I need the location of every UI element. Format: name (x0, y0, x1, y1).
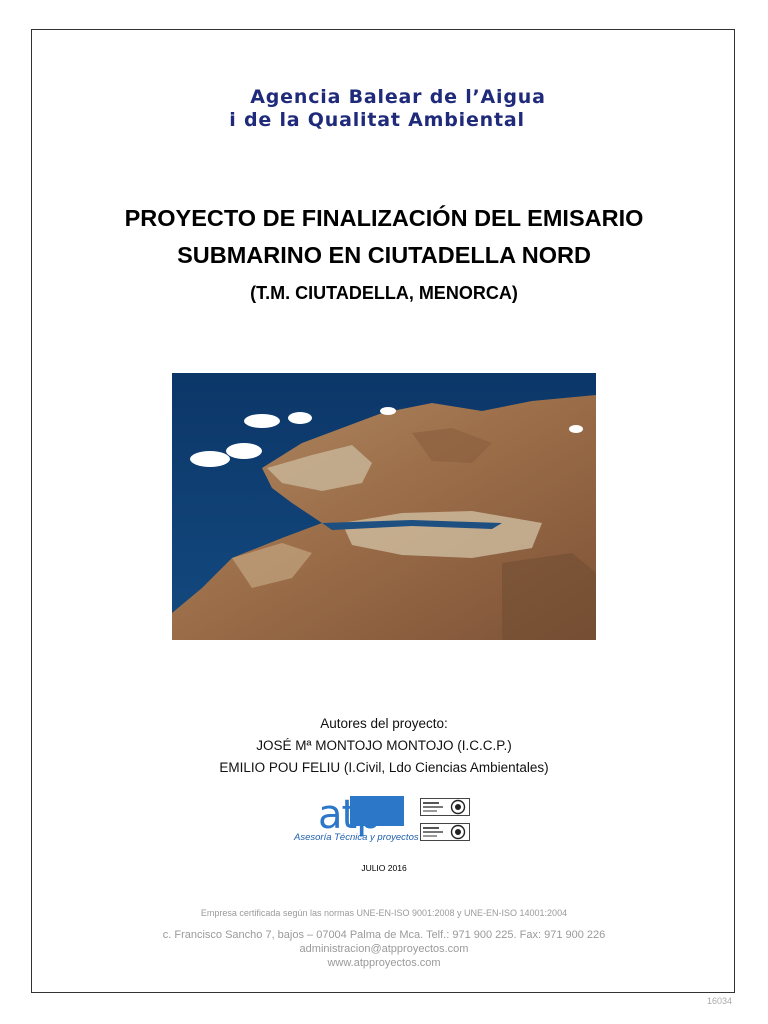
agency-name-line1: Agencia Balear de l’Aigua (250, 86, 546, 108)
company-address: c. Francisco Sancho 7, bajos – 07004 Palma de Mca. Telf.: 971 900 225. Fax: 971 900 226 (162, 929, 606, 941)
certification-badge-icon (420, 823, 470, 841)
publication-date: JULIO 2016 (361, 863, 407, 873)
logo-tagline: Asesoría Técnica y proyectos (294, 832, 419, 843)
certification-text: Empresa certificada según las normas UNE-EN-ISO 9001:2008 y UNE-EN-ISO 14001:2004 (200, 908, 568, 918)
document-number: 16034 (706, 996, 732, 1006)
aerial-photo (172, 373, 596, 640)
agency-name-line2: i de la Qualitat Ambiental (229, 109, 525, 131)
project-subtitle: (T.M. CIUTADELLA, MENORCA) (250, 283, 518, 303)
project-title-line2: SUBMARINO EN CIUTADELLA NORD (177, 242, 591, 268)
author-2: EMILIO POU FELIU (I.Civil, Ldo Ciencias Ambientales) (219, 760, 549, 775)
certification-badge-icon (420, 798, 470, 816)
logo-word: atp (318, 792, 381, 838)
atp-logo (294, 794, 422, 848)
company-email[interactable]: administracion@atpproyectos.com (299, 943, 469, 955)
company-website[interactable]: www.atpproyectos.com (327, 957, 441, 969)
project-title-line1: PROYECTO DE FINALIZACIÓN DEL EMISARIO (124, 205, 644, 231)
authors-heading: Autores del proyecto: (320, 716, 448, 731)
author-1: JOSÉ Mª MONTOJO MONTOJO (I.C.C.P.) (256, 738, 512, 753)
